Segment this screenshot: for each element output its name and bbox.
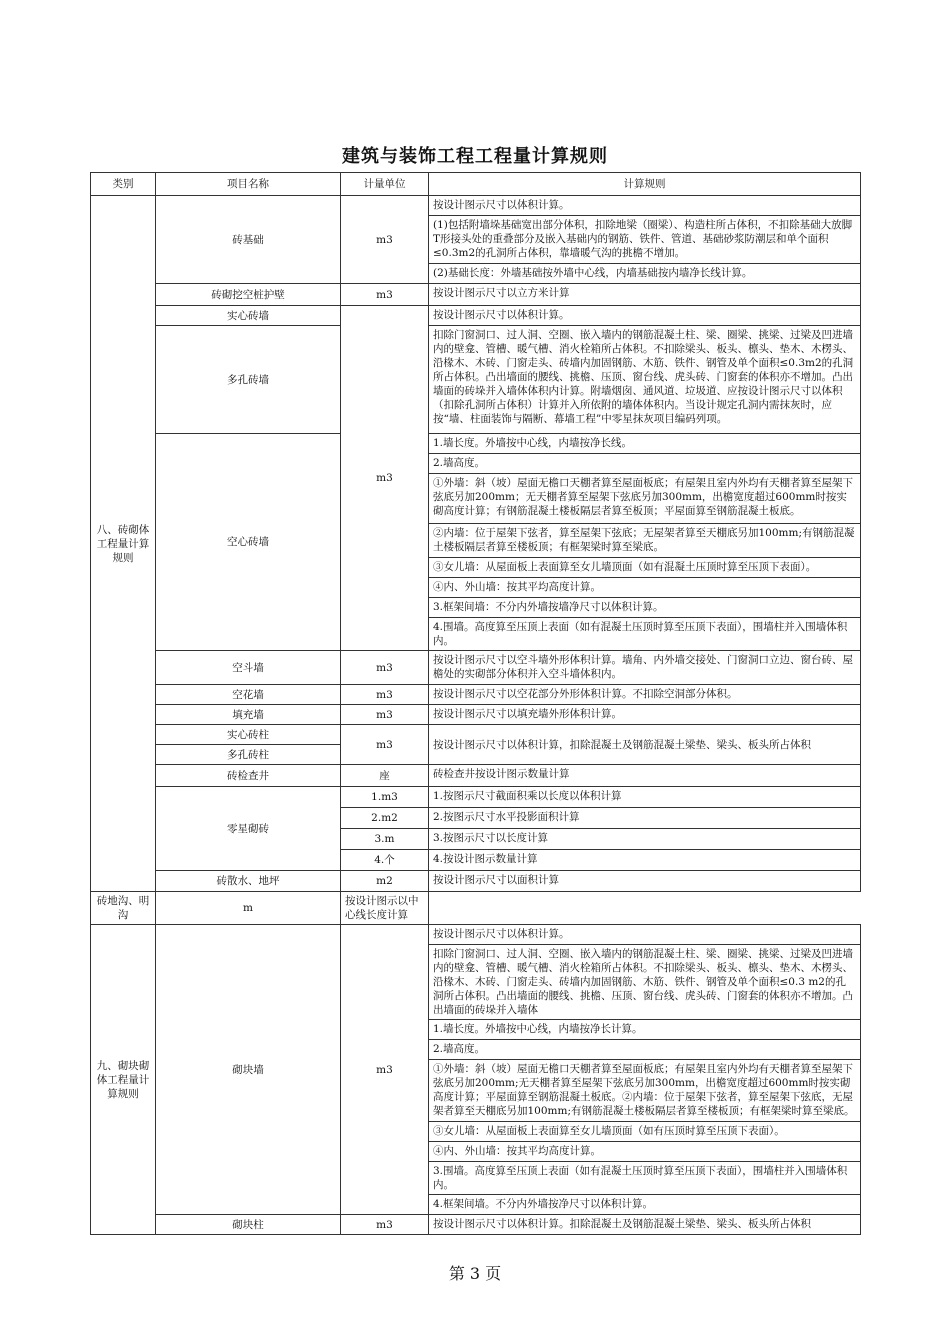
rule-cell: 按设计图示尺寸以体积计算。 (429, 306, 861, 326)
unit-cell: m3 (341, 284, 429, 306)
rule-cell: 按设计图示尺寸以体积计算。扣除混凝土及钢筋混凝土梁垫、梁头、板头所占体积 (429, 1215, 861, 1235)
rule-cell: 按设计图示尺寸以空斗墙外形体积计算。墙角、内外墙交接处、门窗洞口立边、窗台砖、屋檐处的实砌部分体积并入空斗墙体积内。 (429, 651, 861, 685)
rule-cell: 按设计图示尺寸以立方米计算 (429, 284, 861, 306)
rule-cell: 1.墙长度。外墙按中心线，内墙按净长计算。 (429, 1020, 861, 1040)
item-ditch: 砖地沟、明沟 (91, 892, 156, 925)
unit-cell: m3 (341, 925, 429, 1215)
item-apron: 砖散水、地坪 (156, 871, 341, 892)
item-porous-wall: 多孔砖墙 (156, 326, 341, 434)
header-category: 类别 (91, 173, 156, 196)
rule-cell: 2.墙高度。 (429, 454, 861, 474)
unit-cell: 座 (341, 765, 429, 787)
table-row (91, 1215, 861, 1235)
rule-cell: 3.围墙。高度算至压顶上表面（如有混凝土压顶时算至压顶下表面），围墙柱并入围墙体积内。 (429, 1162, 861, 1195)
item-fill-wall: 填充墙 (156, 705, 341, 725)
item-block-wall: 砌块墙 (156, 925, 341, 1215)
header-unit: 计量单位 (341, 173, 429, 196)
table-row (91, 326, 861, 434)
rule-cell: 1.墙长度。外墙按中心线，内墙按净长线。 (429, 434, 861, 454)
table-row (91, 685, 861, 705)
rule-cell: 4.围墙。高度算至压顶上表面（如有混凝土压顶时算至压顶下表面），围墙柱并入围墙体积内。 (429, 618, 861, 651)
rule-cell: (1)包括附墙垛基础宽出部分体积，扣除地梁（圈梁）、构造柱所占体积，不扣除基础大放脚T形接头处的重叠部分及嵌入基础内的钢筋、铁件、管道、基础砂浆防潮层和单个面积≤0.3m2的孔洞所占体积，靠墙暖气沟的挑檐不增加。 (429, 216, 861, 264)
item-solid-column: 实心砖柱 (156, 725, 341, 745)
rule-cell: 3.按图示尺寸以长度计算 (429, 829, 861, 850)
item-inspection-well: 砖检查井 (156, 765, 341, 787)
item-solid-wall: 实心砖墙 (156, 306, 341, 326)
rule-cell: 砖检查井按设计图示数量计算 (429, 765, 861, 787)
unit-cell: m3 (341, 685, 429, 705)
unit-cell: m3 (341, 1215, 429, 1235)
unit-cell: 3.m (341, 829, 429, 850)
item-brick-base: 砖基础 (156, 196, 341, 284)
table-row (91, 725, 861, 745)
rule-cell: (2)基础长度：外墙基础按外墙中心线，内墙基础按内墙净长线计算。 (429, 264, 861, 284)
table-row (91, 892, 861, 925)
rule-cell: 按设计图示以中心线长度计算 (341, 892, 429, 925)
rule-cell: ④内、外山墙：按其平均高度计算。 (429, 578, 861, 598)
rule-cell: 扣除门窗洞口、过人洞、空圈、嵌入墙内的钢筋混凝土柱、梁、圈梁、挑梁、过梁及凹进墙内的壁龛、管槽、暖气槽、消火栓箱所占体积。不扣除梁头、板头、檩头、垫木、木楞头、沿椽木、木砖、门窗走头、砖墙内加固钢筋、木筋、铁件、钢管及单个面积≤0.3m2的孔洞所占体积。凸出墙面的腰线、挑檐、压顶、窗台线、虎头砖、门窗套的体积亦不增加。凸出墙面的砖垛并入墙体体积内计算。附墙烟囱、通风道、垃圾道、应按设计图示尺寸以体积（扣除孔洞所占体积）计算并入所依附的墙体体积内。当设计规定孔洞内需抹灰时，应按“墙、柱面装饰与隔断、幕墙工程”中零星抹灰项目编码列项。 (429, 326, 861, 434)
table-row (91, 196, 861, 216)
item-dug-pile: 砖砌挖空桩护壁 (156, 284, 341, 306)
unit-cell: m3 (341, 725, 429, 765)
rule-cell: 按设计图示尺寸以空花部分外形体积计算。不扣除空洞部分体积。 (429, 685, 861, 705)
item-cavity-wall: 空斗墙 (156, 651, 341, 685)
rule-cell: ②内墙：位于屋架下弦者，算至屋架下弦底；无屋架者算至天棚底另加100mm;有钢筋混凝土楼板隔层者算至楼板顶；有框架梁时算至梁底。 (429, 524, 861, 558)
rule-cell: 2.墙高度。 (429, 1040, 861, 1060)
rule-cell: 扣除门窗洞口、过人洞、空圈、嵌入墙内的钢筋混凝土柱、梁、圈梁、挑梁、过梁及凹进墙内的壁龛、管槽、暖气槽、消火栓箱所占体积。不扣除梁头、板头、檩头、垫木、木楞头、沿椽木、木砖、门窗走头、砖墙内加固钢筋、木筋、铁件、钢管及单个面积≤0.3 m2的孔洞所占体积。凸出墙面的腰线、挑檐、压顶、窗台线、虎头砖、门窗套的体积亦不增加。凸出墙面的砖垛并入墙体 (429, 945, 861, 1020)
unit-cell: 1.m3 (341, 787, 429, 808)
item-block-column: 砌块柱 (156, 1215, 341, 1235)
rule-cell: 按设计图示尺寸以体积计算。 (429, 196, 861, 216)
category-brick-masonry: 八、砖砌体工程量计算规则 (91, 196, 156, 892)
table-row (91, 765, 861, 787)
item-misc-brick: 零星砌砖 (156, 787, 341, 871)
table-row (91, 705, 861, 725)
rule-cell: 3.框架间墙：不分内外墙按墙净尺寸以体积计算。 (429, 598, 861, 618)
unit-cell: m (156, 892, 341, 925)
rule-cell: ①外墙：斜（坡）屋面无檐口天棚者算至屋面板底；有屋架且室内外均有天棚者算至屋架下弦底另加200mm;无天棚者算至屋架下弦底另加300mm，出檐宽度超过600mm时按实砌高度计算；平屋面算至钢筋混凝土板底。②内墙：位于屋架下弦者，算至屋架下弦底，无屋架者算至天棚底另加100mm;有钢筋混凝土楼板隔层者算至楼板顶；有框架梁时算至梁底。 (429, 1060, 861, 1122)
rule-cell: 按设计图示尺寸以填充墙外形体积计算。 (429, 705, 861, 725)
rule-cell: ③女儿墙：从屋面板上表面算至女儿墙顶面（如有压顶时算至压顶下表面）。 (429, 1122, 861, 1142)
rule-cell: 4.框架间墙。不分内外墙按净尺寸以体积计算。 (429, 1195, 861, 1215)
table-row (91, 434, 861, 454)
unit-cell: m3 (341, 196, 429, 284)
table-row (91, 284, 861, 306)
table-row (91, 306, 861, 326)
table-row (91, 925, 861, 945)
table-row (91, 787, 861, 808)
item-porous-column: 多孔砖柱 (156, 745, 341, 765)
rule-cell: 按设计图示尺寸以体积计算。 (429, 925, 861, 945)
rule-cell: 按设计图示尺寸以面积计算 (429, 871, 861, 892)
rule-cell: 1.按图示尺寸截面积乘以长度以体积计算 (429, 787, 861, 808)
unit-cell: m2 (341, 871, 429, 892)
unit-cell: m3 (341, 651, 429, 685)
item-pattern-wall: 空花墙 (156, 685, 341, 705)
page-number: 第 3 页 (448, 1264, 502, 1283)
unit-cell: m3 (341, 306, 429, 651)
unit-cell: 2.m2 (341, 808, 429, 829)
rule-cell: ④内、外山墙：按其平均高度计算。 (429, 1142, 861, 1162)
item-hollow-wall: 空心砖墙 (156, 434, 341, 651)
category-block-masonry: 九、砌块砌体工程量计算规则 (91, 925, 156, 1235)
unit-cell: 4.个 (341, 850, 429, 871)
table-header-row (91, 173, 861, 196)
rule-cell: 2.按图示尺寸水平投影面积计算 (429, 808, 861, 829)
page-title: 建筑与装饰工程工程量计算规则 (342, 146, 608, 167)
rules-table (90, 172, 861, 1235)
rule-cell: 按设计图示尺寸以体积计算，扣除混凝土及钢筋混凝土梁垫、梁头、板头所占体积 (429, 725, 861, 765)
table-row (91, 871, 861, 892)
header-item: 项目名称 (156, 173, 341, 196)
unit-cell: m3 (341, 705, 429, 725)
table-row (91, 651, 861, 685)
rule-cell: 4.按设计图示数量计算 (429, 850, 861, 871)
header-rule: 计算规则 (429, 173, 861, 196)
rule-cell: ③女儿墙：从屋面板上表面算至女儿墙顶面（如有混凝土压顶时算至压顶下表面）。 (429, 558, 861, 578)
rule-cell: ①外墙：斜（坡）屋面无檐口天棚者算至屋面板底；有屋架且室内外均有天棚者算至屋架下弦底另加200mm；无天棚者算至屋架下弦底另加300mm，出檐宽度超过600mm时按实砌高度计算；有钢筋混凝土楼板隔层者算至板顶；平屋面算至钢筋混凝土板底。 (429, 474, 861, 524)
